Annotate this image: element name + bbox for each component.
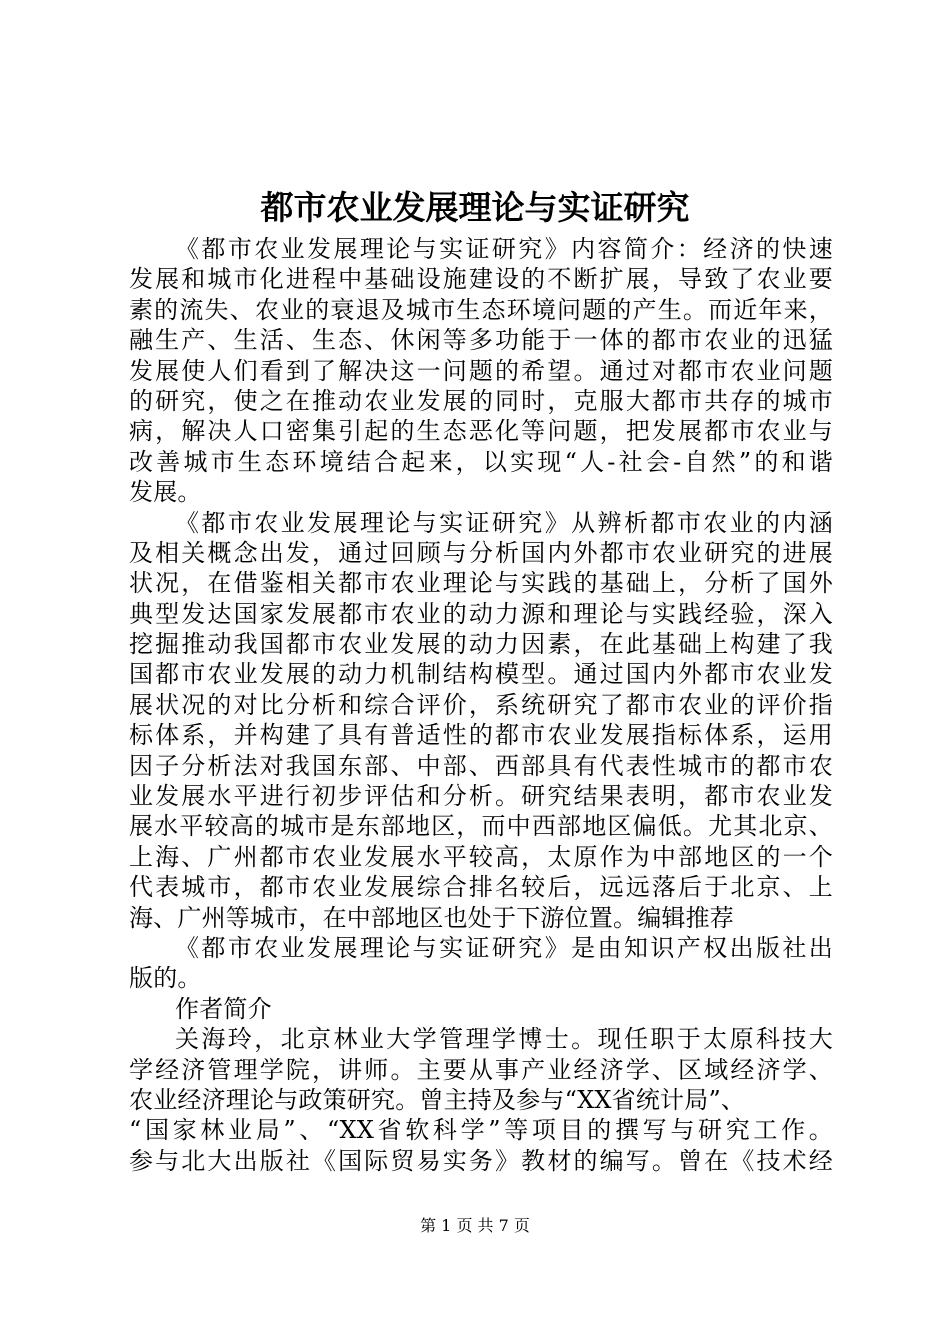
text-line: 融生产、生活、生态、休闲等多功能于一体的都市农业的迅猛: [129, 326, 833, 355]
text-line: 《都市农业发展理论与实证研究》从辨析都市农业的内涵: [175, 508, 833, 537]
text-line: 业发展水平进行初步评估和分析。研究结果表明，都市农业发: [129, 782, 833, 811]
text-line: 上海、广州都市农业发展水平较高，太原作为中部地区的一个: [129, 842, 833, 871]
text-line: 及相关概念出发，通过回顾与分析国内外都市农业研究的进展: [129, 538, 833, 567]
text-line: 国都市农业发展的动力机制结构模型。通过国内外都市农业发: [129, 660, 833, 689]
document-body: [129, 234, 833, 1176]
page-footer: 第 1 页 共 7 页: [420, 1216, 530, 1235]
text-line: 素的流失、农业的衰退及城市生态环境问题的产生。而近年来，: [129, 295, 833, 324]
text-line: 病，解决人口密集引起的生态恶化等问题，把发展都市农业与: [129, 417, 833, 446]
text-line: 挖掘推动我国都市农业发展的动力因素，在此基础上构建了我: [129, 630, 833, 659]
text-line: 典型发达国家发展都市农业的动力源和理论与实践经验，深入: [129, 599, 833, 628]
text-line: 展状况的对比分析和综合评价，系统研究了都市农业的评价指: [129, 690, 833, 719]
text-line: “国家林业局”、“XX省软科学”等项目的撰写与研究工作。: [129, 1116, 833, 1145]
text-line: 学经济管理学院，讲师。主要从事产业经济学、区域经济学、: [129, 1055, 833, 1084]
text-line: 参与北大出版社《国际贸易实务》教材的编写。曾在《技术经: [129, 1146, 833, 1175]
text-line: 的研究，使之在推动农业发展的同时，克服大都市共存的城市: [129, 386, 833, 415]
text-line: 关海玲，北京林业大学管理学博士。现任职于太原科技大: [175, 1025, 833, 1054]
text-line: 农业经济理论与政策研究。曾主持及参与“XX省统计局”、: [129, 1085, 746, 1114]
text-line: 发展。: [129, 478, 202, 507]
text-line: 改善城市生态环境结合起来，以实现“人-社会-自然”的和谐: [129, 447, 833, 476]
text-line: 代表城市，都市农业发展综合排名较后，远远落后于北京、上: [129, 873, 833, 902]
text-line: 版的。: [129, 964, 202, 993]
text-line: 《都市农业发展理论与实证研究》是由知识产权出版社出: [175, 933, 833, 962]
text-line: 展水平较高的城市是东部地区，而中西部地区偏低。尤其北京、: [129, 812, 833, 841]
text-line: 海、广州等城市，在中部地区也处于下游位置。编辑推荐: [129, 903, 734, 932]
text-line: 状况，在借鉴相关都市农业理论与实践的基础上，分析了国外: [129, 569, 833, 598]
text-line: 发展使人们看到了解决这一问题的希望。通过对都市农业问题: [129, 356, 833, 385]
text-line: 《都市农业发展理论与实证研究》内容简介：经济的快速: [175, 235, 833, 263]
section-heading: 作者简介: [175, 994, 272, 1023]
text-line: 发展和城市化进程中基础设施建设的不断扩展，导致了农业要: [129, 265, 833, 294]
document-title: 都市农业发展理论与实证研究: [260, 188, 690, 227]
text-line: 标体系，并构建了具有普适性的都市农业发展指标体系，运用: [129, 721, 833, 750]
text-line: 因子分析法对我国东部、中部、西部具有代表性城市的都市农: [129, 751, 833, 780]
